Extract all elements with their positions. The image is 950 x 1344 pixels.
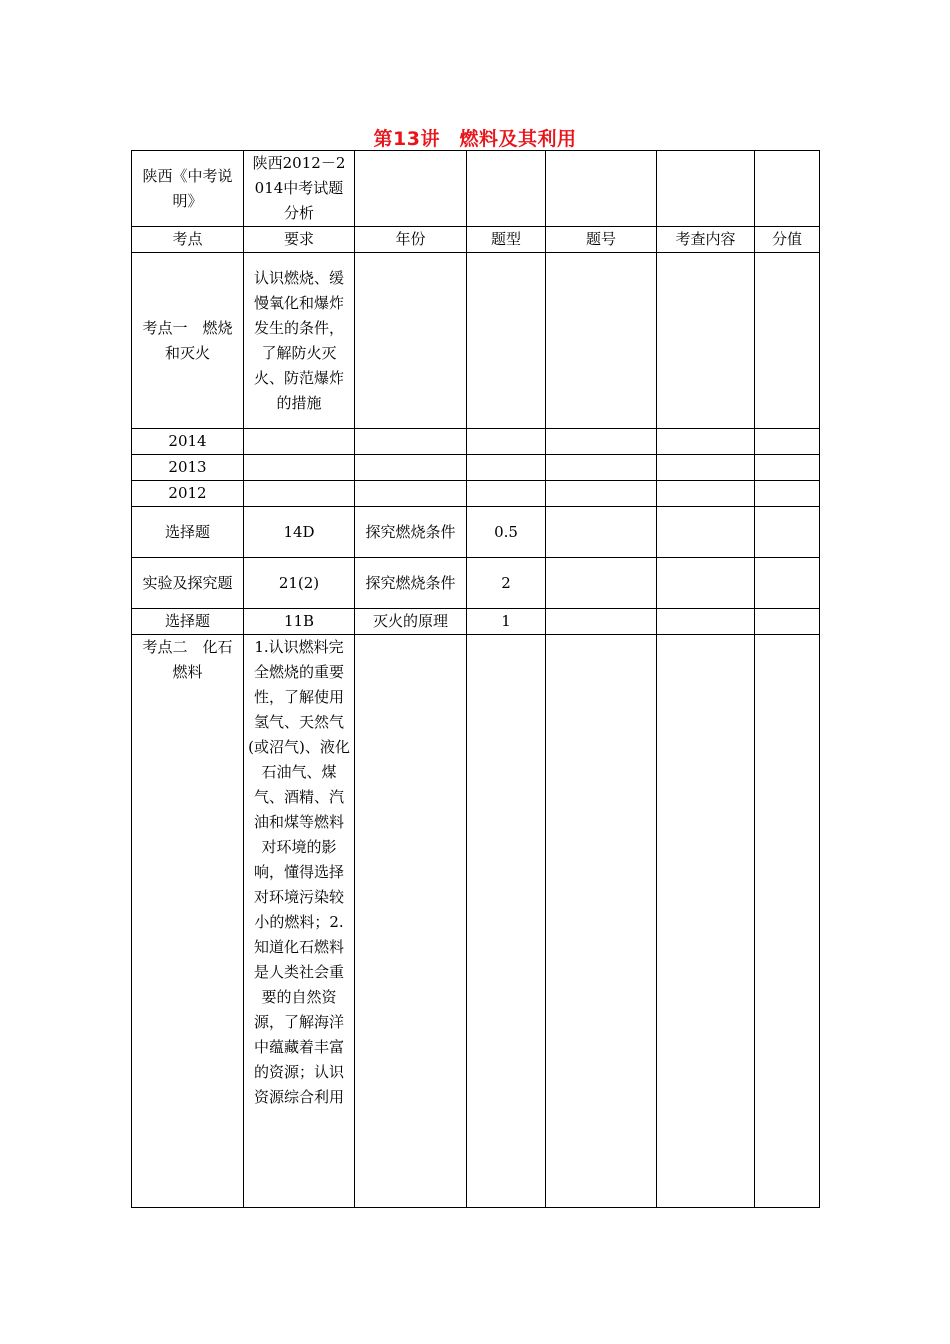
content-cell: 灭火的原理 bbox=[355, 609, 467, 635]
question-type-cell: 选择题 bbox=[132, 507, 244, 558]
content-cell: 探究燃烧条件 bbox=[355, 507, 467, 558]
topic-name: 考点二 化石燃料 bbox=[132, 635, 244, 1208]
topic-name: 考点一 燃烧和灭火 bbox=[132, 253, 244, 429]
column-header: 考点 bbox=[132, 227, 244, 253]
topic-requirement: 1.认识燃料完全燃烧的重要性，了解使用氢气、天然气(或沼气)、液化石油气、煤气、酒精、汽油和煤等燃料对环境的影响，懂得选择对环境污染较小的燃料；2.知道化石燃料是人类社会重要的自然资源，了解海洋中蕴藏着丰富的资源；认识资源综合利用 bbox=[244, 635, 355, 1208]
table-header-row bbox=[132, 151, 820, 227]
column-header: 考查内容 bbox=[657, 227, 755, 253]
topic-requirement: 认识燃烧、缓慢氧化和爆炸发生的条件，了解防火灭火、防范爆炸的措施 bbox=[244, 253, 355, 429]
page-title: 第13讲 燃料及其利用 bbox=[373, 128, 577, 150]
question-type-cell: 实验及探究题 bbox=[132, 558, 244, 609]
score-cell: 2 bbox=[467, 558, 546, 609]
analysis-header-cell: 陕西2012－2014中考试题分析 bbox=[244, 151, 355, 227]
question-number-cell: 11B bbox=[244, 609, 355, 635]
question-number-cell: 14D bbox=[244, 507, 355, 558]
table-row bbox=[132, 558, 820, 609]
table-row bbox=[132, 429, 820, 455]
year-cell: 2012 bbox=[132, 481, 244, 507]
column-header-row bbox=[132, 227, 820, 253]
question-type-cell: 选择题 bbox=[132, 609, 244, 635]
column-header: 题号 bbox=[546, 227, 657, 253]
content-cell: 探究燃烧条件 bbox=[355, 558, 467, 609]
column-header: 题型 bbox=[467, 227, 546, 253]
syllabus-header-cell: 陕西《中考说明》 bbox=[132, 151, 244, 227]
score-cell: 0.5 bbox=[467, 507, 546, 558]
exam-analysis-table bbox=[131, 150, 820, 1208]
column-header: 年份 bbox=[355, 227, 467, 253]
topic-row bbox=[132, 635, 820, 1208]
table-row bbox=[132, 455, 820, 481]
score-cell: 1 bbox=[467, 609, 546, 635]
year-cell: 2014 bbox=[132, 429, 244, 455]
table-row bbox=[132, 507, 820, 558]
question-number-cell: 21(2) bbox=[244, 558, 355, 609]
table-row bbox=[132, 481, 820, 507]
topic-row bbox=[132, 253, 820, 429]
table-row bbox=[132, 609, 820, 635]
column-header: 要求 bbox=[244, 227, 355, 253]
year-cell: 2013 bbox=[132, 455, 244, 481]
column-header: 分值 bbox=[755, 227, 820, 253]
